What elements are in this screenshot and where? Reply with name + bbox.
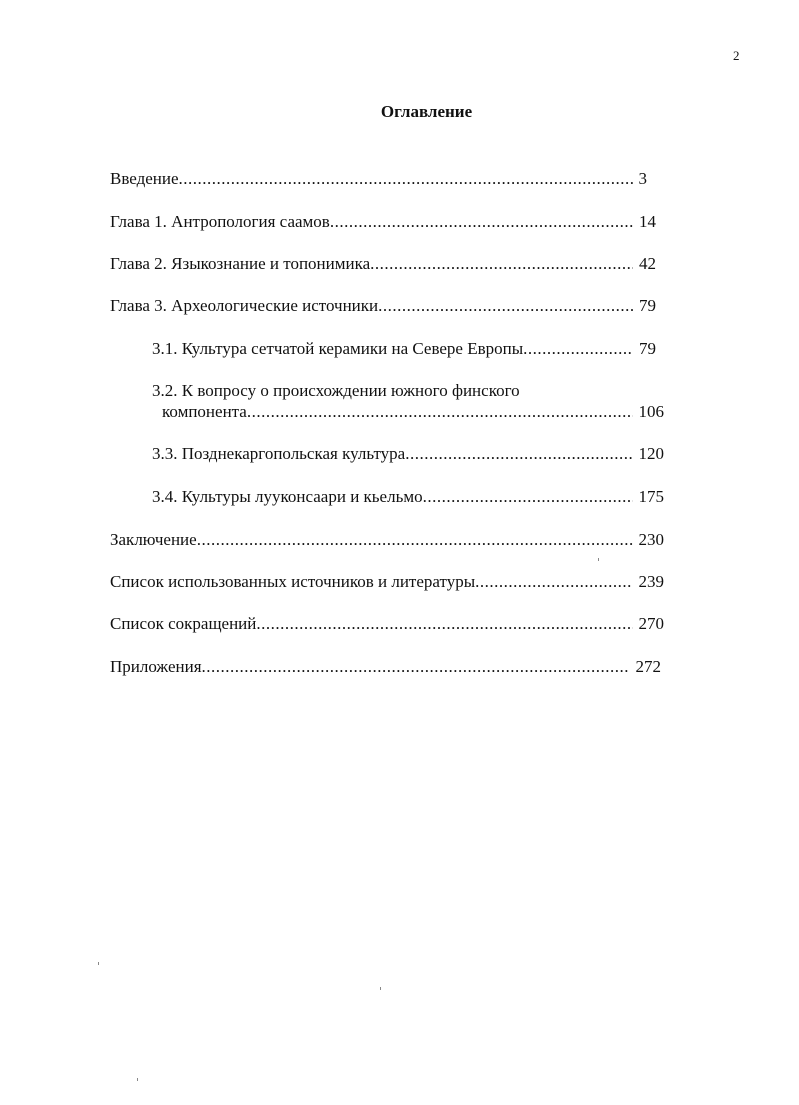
page-number: 2 xyxy=(733,48,740,63)
toc-entry-abbreviations xyxy=(110,613,664,635)
toc-entry-page: 120 xyxy=(638,444,664,463)
toc-entry-label: 3.3. Позднекаргопольская культура xyxy=(152,444,406,463)
toc-entry-page: 270 xyxy=(638,614,664,633)
toc-entry-label: Глава 1. Антропология саамов xyxy=(110,212,330,231)
toc-entry-page: 272 xyxy=(635,657,661,676)
toc-entry-appendices xyxy=(110,656,661,678)
toc-entry-chapter-3 xyxy=(110,295,656,317)
toc-leader-dots xyxy=(475,571,632,593)
toc-entry-page: 42 xyxy=(639,254,656,273)
toc-leader-dots xyxy=(330,211,633,233)
toc-entry-label: Глава 2. Языкознание и топонимика xyxy=(110,254,371,273)
toc-entry-label: Приложения xyxy=(110,657,202,676)
toc-leader-dots xyxy=(423,486,633,508)
toc-leader-dots xyxy=(179,168,633,190)
toc-entry-page: 230 xyxy=(638,530,664,549)
toc-entry-page: 106 xyxy=(638,402,664,421)
toc-entry-chapter-1 xyxy=(110,211,656,233)
scan-speck xyxy=(380,987,381,990)
toc-leader-dots xyxy=(523,338,633,360)
toc-entry-section-3-1 xyxy=(152,338,656,360)
toc-entry-chapter-2 xyxy=(110,253,656,275)
toc-leader-dots xyxy=(405,443,632,465)
toc-leader-dots xyxy=(370,253,633,275)
toc-leader-dots xyxy=(378,295,633,317)
toc-entry-section-3-2-line1: 3.2. К вопросу о происхождении южного финского xyxy=(152,381,520,400)
toc-entry-label: Список использованных источников и литературы xyxy=(110,572,476,591)
toc-leader-dots xyxy=(202,656,630,678)
scan-speck xyxy=(598,558,599,561)
toc-entry-section-3-2 xyxy=(162,401,664,423)
toc-leader-dots xyxy=(256,613,632,635)
toc-entry-page: 239 xyxy=(638,572,664,591)
toc-entry-references xyxy=(110,571,664,593)
toc-entry-section-3-4 xyxy=(152,486,664,508)
toc-entry-page: 3 xyxy=(638,169,647,188)
scan-speck xyxy=(98,962,99,965)
toc-entry-label: Введение xyxy=(110,169,179,188)
toc-entry-label: компонента xyxy=(162,402,247,421)
scan-speck xyxy=(137,1078,138,1081)
toc-entry-label: Заключение xyxy=(110,530,197,549)
toc-entry-page: 79 xyxy=(639,339,656,358)
toc-leader-dots xyxy=(197,529,633,551)
toc-entry-page: 79 xyxy=(639,296,656,315)
toc-leader-dots xyxy=(247,401,633,423)
toc-entry-label: Глава 3. Археологические источники xyxy=(110,296,379,315)
toc-entry-introduction xyxy=(110,168,647,190)
toc-entry-page: 175 xyxy=(638,487,664,506)
toc-entry-label: Список сокращений xyxy=(110,614,257,633)
toc-title: Оглавление xyxy=(380,102,473,121)
toc-entry-label: 3.1. Культура сетчатой керамики на Севере Европы xyxy=(152,339,524,358)
toc-entry-page: 14 xyxy=(639,212,656,231)
toc-entry-label: 3.4. Культуры лууконсаари и кьельмо xyxy=(152,487,423,506)
toc-entry-conclusion xyxy=(110,529,664,551)
toc-entry-section-3-3 xyxy=(152,443,664,465)
